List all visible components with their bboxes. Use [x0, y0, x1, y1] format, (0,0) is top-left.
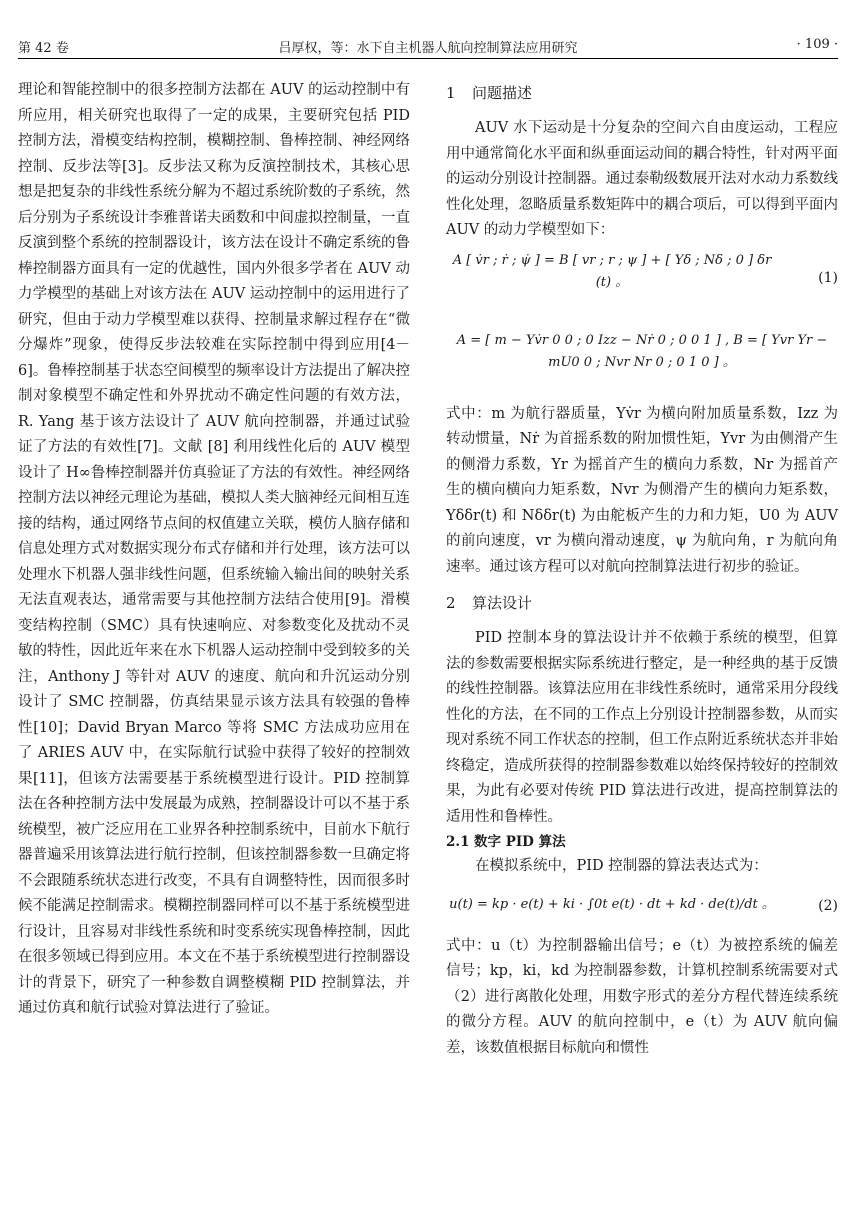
- section-2-paragraph-1: PID 控制本身的算法设计并不依赖于系统的模型，但算法的参数需要根据实际系统进行整定，是一种经典的基于反馈的线性控制器。该算法应用在非线性系统时，通常采用分段线性化的方法，在不同的工作点上分别设计控制器参数，从而实现对系统不同工作状态的控制，但工作点附近系统状态并非始终稳定，造成所获得的控制器参数难以始终保持较好的控制效果，为此有必要对传统 PID 算法进行改进，提高控制算法的适用性和鲁棒性。: [446, 630, 838, 825]
- subsection-2-1-heading: [446, 830, 838, 854]
- equation-2-body: u(t) = kp · e(t) + ki · ∫0t e(t) · dt + kd · de(t)/dt 。: [449, 896, 775, 912]
- page-number: · 109 ·: [796, 37, 838, 52]
- section-2-number: 2: [446, 594, 456, 612]
- page-header: [18, 37, 838, 57]
- section-1-heading: [446, 78, 838, 116]
- subsection-title: 数字 PID 算法: [474, 834, 566, 850]
- section-2-heading: [446, 588, 838, 626]
- subsection-number: 2.1: [446, 834, 470, 850]
- section-1-number: 1: [446, 84, 456, 102]
- right-column: [446, 78, 838, 1061]
- equation-2: [446, 880, 838, 934]
- header-rule: [18, 58, 838, 59]
- equation-matrices: [446, 330, 838, 402]
- section-2-title: 算法设计: [472, 594, 533, 612]
- section-1-paragraph-1: AUV 水下运动是十分复杂的空间六自由度运动，工程应用中通常简化水平面和纵垂面运动间的耦合特性，针对两平面的运动分别设计控制器。通过泰勒级数展开法对水动力系数线性化处理，忽略质量系数矩阵中的耦合项后，可以得到平面内 AUV 的动力学模型如下：: [446, 120, 838, 238]
- left-paragraph: 理论和智能控制中的很多控制方法都在 AUV 的运动控制中有所应用，相关研究也取得了一定的成果，主要研究包括 PID 控制方法，滑模变结构控制，模糊控制、鲁棒控制、神经网络控制、反步法等[3]。反步法又称为反演控制技术，其核心思想是把复杂的非线性系统分解为不超过系统阶数的子系统，然后分别为子系统设计李雅普诺夫函数和中间虚拟控制量，一直反演到整个系统的控制器设计，该方法在设计不确定系统的鲁棒控制器方面具有一定的优越性，国内外很多学者在 AUV 动力学模型的基础上对该方法在 AUV 运动控制中的运用进行了研究，但由于动力学模型难以获得、控制量求解过程存在“微分爆炸”现象，使得反步法较难在实际控制中得到应用[4－6]。鲁棒控制基于状态空间模型的频率设计方法提出了解决控制对象模型不确定性和外界扰动不确定性问题的有效方法，R. Yang 基于该方法设计了 AUV 航向控制器，并通过试验证了方法的有效性[7]。文献 [8] 利用线性化后的 AUV 模型设计了 H∞鲁棒控制器并仿真验证了方法的有效性。神经网络控制方法以神经元理论为基础，模拟人类大脑神经元间相互连接的结构，通过网络节点间的权值建立关联，模仿人脑存储和信息处理方式对数据实现分布式存储和并行处理，该方法可以处理水下机器人强非线性问题，但系统输入输出间的映射关系无法直观表达，通常需要与其他控制方法结合使用[9]。滑模变结构控制（SMC）具有快速响应、对参数变化及扰动不灵敏的特性，因此近年来在水下机器人运动控制中受到较多的关注，Anthony J 等针对 AUV 的速度、航向和升沉运动分别设计了 SMC 控制器，仿真结果显示该方法具有较强的鲁棒性[10]；David Bryan Marco 等将 SMC 方法成功应用在了 ARIES AUV 中，在实际航行试验中获得了较好的控制效果[11]，但该方法需要基于系统模型进行设计。PID 控制算法在各种控制方法中发展最为成熟，控制器设计可以不基于系统模型，被广泛应用在工业界各种控制系统中，目前水下航行器普遍采用该算法进行航行控制，但该控制器参数一旦确定将不会跟随系统状态进行改变，不具有自调整特性，因而很多时候不能满足控制需求。模糊控制器同样可以不基于系统模型进行设计，且容易对非线性系统和时变系统实现鲁棒控制，因此在很多领域已得到应用。本文在不基于系统模型进行控制器设计的背景下，研究了一种参数自调整模糊 PID 控制算法，并通过仿真和航行试验对算法进行了验证。: [18, 82, 410, 1016]
- section-1-paragraph-2: 式中：m 为航行器质量，Yv̇r 为横向附加质量系数，Izz 为转动惯量，Nṙ 为首摇系数的附加惯性矩，Yvr 为由侧滑产生的侧滑力系数，Yr 为摇首产生的横向力系数，Nr 为摇首产生的横向横向力矩系数，Nvr 为侧滑产生的横向力矩系数，Yδδr(t) 和 Nδδr(t) 为由舵板产生的力和力矩，U0 为 AUV 的前向速度，vr 为横向滑动速度，ψ 为航向角，r 为航向角速率。通过该方程可以对航向控制算法进行初步的验证。: [446, 405, 838, 575]
- equation-matrices-body: A = [ m − Yv̇r 0 0 ; 0 Izz − Nṙ 0 ; 0 0 1 ] , B = [ Yvr Yr − mU0 0 ; Nvr Nr 0 ; 0 1 0 ] 。: [456, 332, 828, 370]
- equation-1: [446, 244, 838, 330]
- volume-number: 第 42 卷: [18, 41, 69, 56]
- equation-1-body: A [ v̇r ; ṙ ; ψ̇ ] = B [ vr ; r ; ψ ] + [ Yδ ; Nδ ; 0 ] δr (t) 。: [452, 252, 772, 290]
- section-1-title: 问题描述: [472, 84, 533, 102]
- equation-1-number: (1): [818, 269, 838, 286]
- running-title: 吕厚权，等：水下自主机器人航向控制算法应用研究: [278, 41, 578, 56]
- section-2-paragraph-2: 在模拟系统中，PID 控制器的算法表达式为：: [475, 858, 768, 874]
- left-column: [18, 78, 410, 1022]
- section-2-paragraph-3: 式中：u（t）为控制器输出信号；e（t）为被控系统的偏差信号；kp，ki，kd 为控制器参数，计算机控制系统需要对式（2）进行离散化处理，用数字形式的差分方程代替连续系统的微分方程。AUV 的航向控制中，e（t）为 AUV 航向偏差，该数值根据目标航向和惯性: [446, 937, 838, 1056]
- equation-2-number: (2): [818, 897, 838, 914]
